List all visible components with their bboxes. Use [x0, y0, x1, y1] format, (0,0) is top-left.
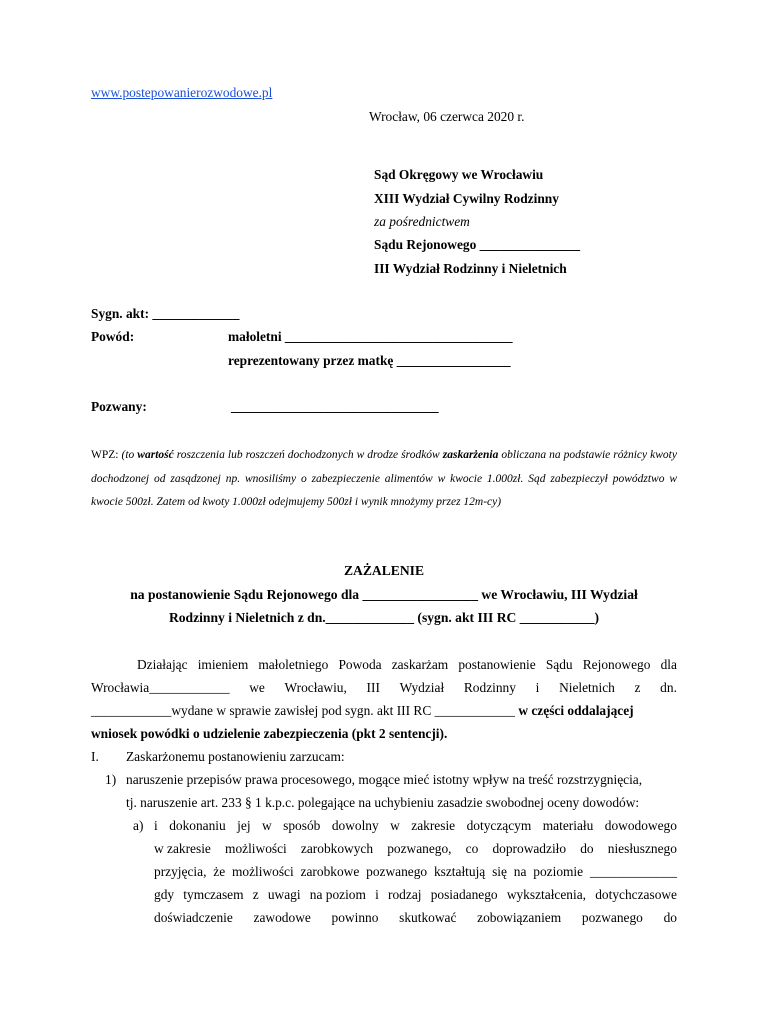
sub-a-line-1 [154, 818, 677, 835]
word: zobowiązaniem [477, 910, 562, 925]
word: doświadczenie [154, 910, 233, 925]
word: dotychczasowe [595, 887, 677, 902]
addressee-district-division: III Wydział Rodzinny i Nieletnich [374, 261, 567, 276]
word: Powoda [338, 657, 382, 672]
word: wykształcenia, [506, 887, 587, 902]
word: sposób [283, 818, 321, 833]
sub-a-number: a) [133, 818, 144, 833]
word: pozwanego, [387, 841, 452, 856]
sub-a-line-3 [154, 864, 677, 881]
section-number: I. [91, 749, 99, 764]
word: zaskarżam [391, 657, 449, 672]
body-line-3-text: ____________wydane w sprawie zawisłej pod sygn. akt III RC ____________ [91, 703, 515, 718]
word: we [249, 680, 265, 695]
word: Wydział [399, 680, 445, 695]
word: tymczasem [183, 887, 244, 902]
word: i [375, 887, 379, 902]
wpz-bold-value: wartość [137, 449, 174, 461]
word: małoletniego [258, 657, 329, 672]
body-line-2 [91, 680, 677, 697]
word: zawodowe [253, 910, 311, 925]
sub-a-line-5 [154, 910, 677, 927]
word: rodzaj [388, 887, 422, 902]
word: imieniem [197, 657, 249, 672]
word: co [465, 841, 479, 856]
body-line-4: wniosek powódki o udzielenie zabezpieczenia (pkt 2 sentencji). [91, 726, 448, 741]
word: _____________ [589, 864, 677, 879]
word: zakresie [411, 818, 456, 833]
word: doprowadziło [492, 841, 567, 856]
website-link[interactable]: www.postepowanierozwodowe.pl [91, 85, 273, 100]
addressee-district-court: Sądu Rejonowego _______________ [374, 237, 581, 252]
plaintiff-representative: reprezentowany przez matkę _________________ [228, 353, 511, 368]
plaintiff-value: małoletni __________________________________ [228, 329, 513, 344]
word: pozwanego [581, 910, 643, 925]
word: Sądu [545, 657, 573, 672]
addressee-via: za pośrednictwem [374, 214, 470, 229]
word: się [492, 864, 507, 879]
word: niesłusznego [607, 841, 677, 856]
word: w [262, 818, 272, 833]
word: pozwanego [366, 864, 428, 879]
word: kształtują [433, 864, 486, 879]
item-1-line-1: naruszenie przepisów prawa procesowego, mogące mieć istotny wpływ na treść rozstrzygnięcia, [126, 772, 643, 787]
word: do [663, 910, 677, 925]
title-line-2: Rodzinny i Nieletnich z dn._____________ (sygn. akt III RC ___________) [168, 610, 600, 625]
case-number-label: Sygn. akt: _____________ [91, 306, 240, 321]
word: dowodowego [604, 818, 677, 833]
addressee-division: XIII Wydział Cywilny Rodzinny [374, 191, 559, 206]
document-title: ZAŻALENIE [343, 563, 425, 578]
word: gdy [154, 887, 175, 902]
word: skutkować [399, 910, 457, 925]
body-line-1 [137, 657, 677, 674]
item-1-number: 1) [105, 772, 117, 787]
sub-a-line-4 [154, 887, 677, 904]
word: Wrocławiu, [284, 680, 347, 695]
wpz-prefix: WPZ: [91, 449, 122, 461]
wpz-text-2: obliczana na podstawie różnicy kwoty dochodzonej od zasądzonej np. wnosiliśmy o zabezpieczenie alimentów w kwocie 1.000zł. Sąd zabezpieczył powództwo w kwocie 500zł. Zatem od kwoty 1.000zł odejmujemy 500zł i wynik mnożymy przez 12m-cy) [91, 449, 677, 508]
word: uwagi [267, 887, 301, 902]
word: dowolny [331, 818, 379, 833]
word: Wrocławia____________ [91, 680, 230, 695]
word: na [513, 864, 527, 879]
date-line: Wrocław, 06 czerwca 2020 r. [369, 109, 525, 124]
word: możliwości [225, 841, 287, 856]
wpz-text-1: roszczenia lub roszczeń dochodzonych w drodze środków [173, 449, 443, 461]
word: Rejonowego [582, 657, 651, 672]
body-line-3-bold: w części oddalającej [518, 703, 634, 718]
body-line-3 [91, 703, 634, 720]
item-1-line-2: tj. naruszenie art. 233 § 1 k.p.c. polegające na uchybieniu zasadzie swobodnej oceny dowodów: [126, 795, 640, 810]
word: zarobkowych [300, 841, 374, 856]
wpz-note [91, 444, 677, 515]
sub-a-line-2 [154, 841, 677, 858]
word: dotyczącym [466, 818, 532, 833]
word: Nieletnich [559, 680, 615, 695]
word: Działając [137, 657, 188, 672]
defendant-label: Pozwany: [91, 399, 147, 414]
word: Rodzinny [463, 680, 516, 695]
word: III [366, 680, 380, 695]
word: posiadanego [430, 887, 498, 902]
word: że [213, 864, 226, 879]
addressee-court: Sąd Okręgowy we Wrocławiu [374, 167, 544, 182]
word: do [580, 841, 594, 856]
title-line-1: na postanowienie Sądu Rejonowego dla _________________ we Wrocławiu, III Wydział [130, 587, 638, 602]
word: w zakresie [154, 841, 211, 856]
word: zarobkowe [300, 864, 360, 879]
word: możliwości [231, 864, 294, 879]
word: przyjęcia, [154, 864, 207, 879]
word: i [154, 818, 158, 833]
word: jej [237, 818, 251, 833]
section-text: Zaskarżonemu postanowieniu zarzucam: [126, 749, 345, 764]
wpz-open: (to [121, 449, 138, 461]
defendant-value: _______________________________ [231, 399, 439, 414]
word: w [390, 818, 400, 833]
word: dokonaniu [169, 818, 226, 833]
word: dla [660, 657, 677, 672]
word: na poziom [309, 887, 366, 902]
plaintiff-label: Powód: [91, 329, 135, 344]
wpz-bold-appeal: zaskarżenia [442, 449, 499, 461]
word: z [252, 887, 259, 902]
word: materiału [542, 818, 594, 833]
word: poziomie [533, 864, 584, 879]
word: dn. [660, 680, 677, 695]
word: i [535, 680, 540, 695]
word: z [634, 680, 641, 695]
word: powinno [331, 910, 379, 925]
word: postanowienie [458, 657, 536, 672]
